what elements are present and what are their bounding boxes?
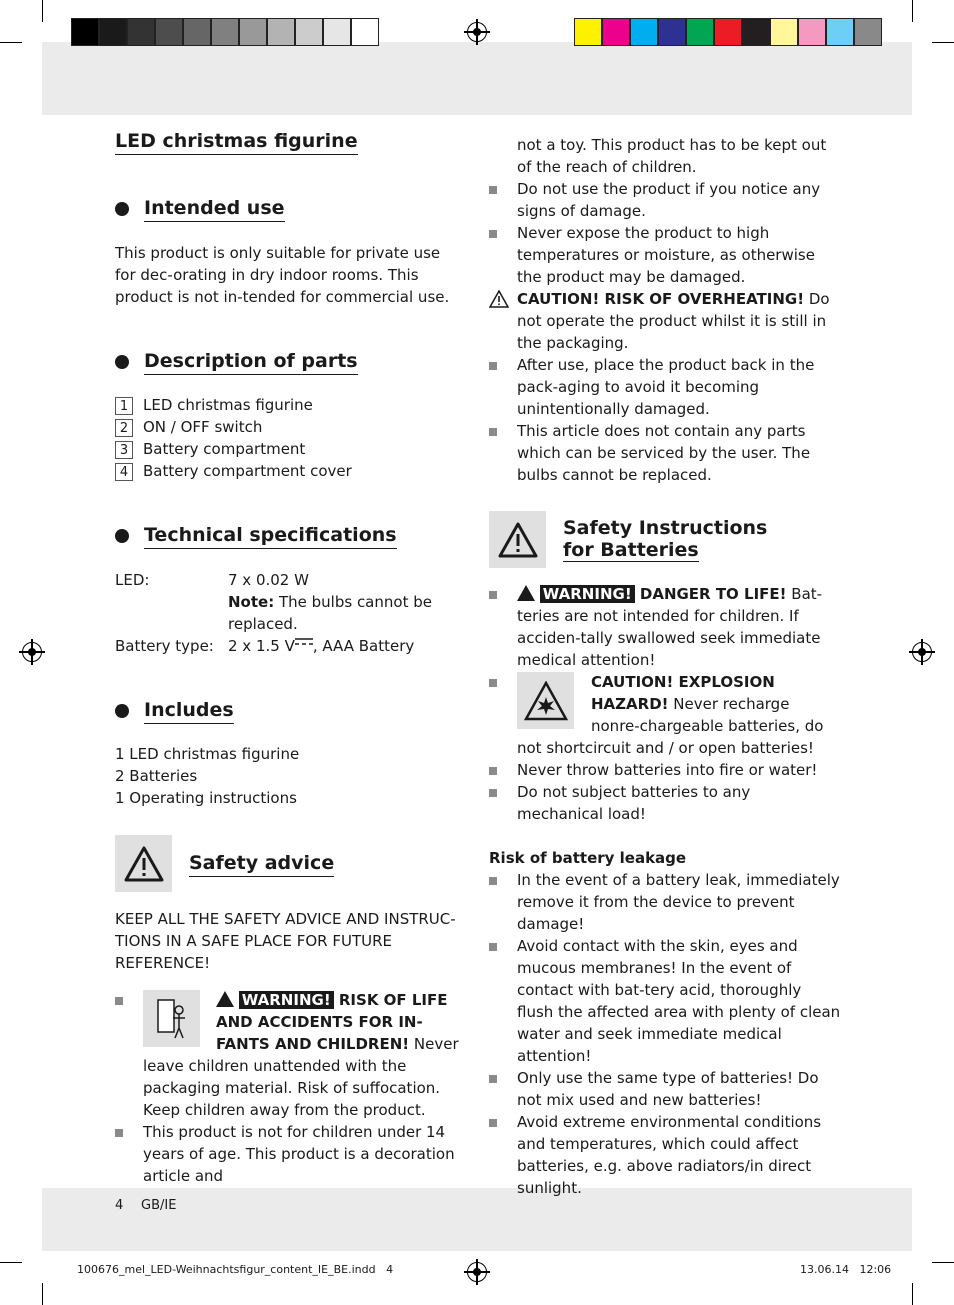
list-item: 2 Batteries <box>115 767 198 785</box>
crop-mark <box>0 1262 22 1263</box>
intended-use-text: This product is only suitable for private use for dec-orating in dry indoor rooms. This product is not in-tended for commercial use. <box>115 244 450 306</box>
language-code: GB/IE <box>141 1198 177 1213</box>
color-swatch <box>295 18 323 46</box>
color-swatch <box>658 18 686 46</box>
square-bullet-icon <box>115 997 123 1005</box>
print-date: 13.06.14 12:06 <box>800 1263 892 1276</box>
bullet-icon <box>115 704 129 718</box>
warning-triangle-icon <box>216 991 234 1007</box>
page-title: LED christmas figurine <box>115 128 358 155</box>
registration-mark-icon <box>467 1262 487 1282</box>
square-bullet-icon <box>489 428 497 436</box>
square-bullet-icon <box>115 1129 123 1137</box>
crop-mark <box>42 1283 43 1305</box>
crop-mark <box>932 42 954 43</box>
warning-triangle-icon <box>115 835 172 892</box>
spec-row-led: LED: 7 x 0.02 W <box>115 571 309 589</box>
list-item: Never expose the product to high temperatures or moisture, as otherwise the product may be damaged. <box>489 222 841 288</box>
crop-mark <box>912 0 913 22</box>
page-number: 4 <box>115 1198 124 1213</box>
spec-row-battery: Battery type: 2 x 1.5 V , AAA Battery <box>115 637 415 655</box>
color-swatch <box>770 18 798 46</box>
crop-mark <box>932 1262 954 1263</box>
explosion-hazard-icon <box>517 672 574 729</box>
warning-label: WARNING! <box>540 585 635 603</box>
color-swatch <box>798 18 826 46</box>
section-heading-description-of-parts: Description of parts <box>115 348 463 375</box>
color-swatch <box>183 18 211 46</box>
section-heading-battery-safety: Safety Instructions for Batteries <box>489 511 841 568</box>
square-bullet-icon <box>489 679 497 687</box>
color-swatch <box>267 18 295 46</box>
color-swatch <box>71 18 99 46</box>
color-swatch <box>323 18 351 46</box>
child-with-bag-icon <box>143 990 200 1047</box>
section-heading-technical-specifications: Technical specifications <box>115 522 463 549</box>
section-heading-includes: Includes <box>115 697 463 724</box>
caution-triangle-icon <box>489 290 509 308</box>
square-bullet-icon <box>489 186 497 194</box>
list-item: 1 Operating instructions <box>115 789 297 807</box>
warning-triangle-icon <box>489 511 546 568</box>
list-item: Avoid contact with the skin, eyes and mucous membranes! In the event of contact with bat-tery acid, thoroughly flush the affected area with plenty of clean water and seek immediate medical attention! <box>489 935 841 1067</box>
crop-mark <box>0 42 22 43</box>
bullet-icon <box>115 529 129 543</box>
list-item: CAUTION! EXPLOSION HAZARD! Never recharge nonre-chargeable batteries, do not shortcircuit and / or open batteries! <box>489 671 841 759</box>
color-swatch <box>127 18 155 46</box>
registration-mark-icon <box>22 642 42 662</box>
color-swatch <box>714 18 742 46</box>
section-heading-safety-advice: Safety advice <box>115 835 463 892</box>
section-heading-intended-use: Intended use <box>115 195 463 222</box>
color-swatch <box>99 18 127 46</box>
list-item: WARNING! DANGER TO LIFE! Bat-teries are not intended for children. If acciden-tally swallowed seek immediate medical attention! <box>489 583 841 671</box>
list-item: 1 LED christmas figurine <box>115 745 300 763</box>
list-item: Only use the same type of batteries! Do not mix used and new batteries! <box>489 1067 841 1111</box>
color-swatch <box>155 18 183 46</box>
left-column <box>115 128 463 1187</box>
parts-list <box>115 394 463 482</box>
square-bullet-icon <box>489 789 497 797</box>
spec-row-note: Note: The bulbs cannot be replaced. <box>228 593 432 633</box>
safety-keep-text: KEEP ALL THE SAFETY ADVICE AND INSTRUC-TIONS IN A SAFE PLACE FOR FUTURE REFERENCE! <box>115 910 456 972</box>
list-item: CAUTION! RISK OF OVERHEATING! Do not operate the product whilst it is still in the packaging. <box>489 288 841 354</box>
file-name: 100676_mel_LED-Weihnachtsfigur_content_IE_BE.indd 4 <box>77 1263 394 1276</box>
crop-mark <box>42 0 43 22</box>
leak-heading: Risk of battery leakage <box>489 849 687 867</box>
square-bullet-icon <box>489 1075 497 1083</box>
color-swatch <box>574 18 602 46</box>
color-swatch <box>211 18 239 46</box>
color-swatch <box>686 18 714 46</box>
bullet-icon <box>115 202 129 216</box>
list-item: Do not subject batteries to any mechanical load! <box>489 781 841 825</box>
square-bullet-icon <box>489 1119 497 1127</box>
color-swatch <box>351 18 379 46</box>
color-swatch <box>854 18 882 46</box>
square-bullet-icon <box>489 591 497 599</box>
list-item: Do not use the product if you notice any signs of damage. <box>489 178 841 222</box>
registration-mark-icon <box>912 642 932 662</box>
registration-mark-icon <box>467 22 487 42</box>
includes-list <box>115 743 463 809</box>
color-swatch <box>239 18 267 46</box>
color-swatch <box>630 18 658 46</box>
square-bullet-icon <box>489 877 497 885</box>
spec-table <box>115 569 463 657</box>
list-item: 4 Battery compartment cover <box>115 460 463 482</box>
list-item: This article does not contain any parts which can be serviced by the user. The bulbs cannot be replaced. <box>489 420 841 486</box>
dc-current-icon <box>295 637 313 647</box>
right-column <box>489 134 841 1199</box>
list-item: After use, place the product back in the pack-aging to avoid it becoming unintentionally damaged. <box>489 354 841 420</box>
list-item: This product is not for children under 14 years of age. This product is a decoration article and <box>115 1121 463 1187</box>
square-bullet-icon <box>489 767 497 775</box>
list-item: Never throw batteries into fire or water! <box>489 759 841 781</box>
square-bullet-icon <box>489 362 497 370</box>
header-band <box>42 42 912 115</box>
list-item: WARNING! RISK OF LIFE AND ACCIDENTS FOR IN-FANTS AND CHILDREN! Never leave children unattended with the packaging material. Risk of suffocation. Keep children away from the product. <box>115 989 463 1121</box>
color-swatch <box>602 18 630 46</box>
bullet-icon <box>115 355 129 369</box>
warning-label: WARNING! <box>239 991 334 1009</box>
color-swatch <box>742 18 770 46</box>
list-item: 1 LED christmas figurine <box>115 394 463 416</box>
crop-mark <box>912 1283 913 1305</box>
list-item: 2 ON / OFF switch <box>115 416 463 438</box>
warning-triangle-icon <box>517 585 535 601</box>
list-item-continuation: not a toy. This product has to be kept out of the reach of children. <box>517 136 827 176</box>
list-item: 3 Battery compartment <box>115 438 463 460</box>
color-swatch <box>826 18 854 46</box>
list-item: Avoid extreme environmental conditions and temperatures, which could affect batteries, e.g. above radiators/in direct sunlight. <box>489 1111 841 1199</box>
square-bullet-icon <box>489 943 497 951</box>
list-item: In the event of a battery leak, immediately remove it from the device to prevent damage! <box>489 869 841 935</box>
square-bullet-icon <box>489 230 497 238</box>
